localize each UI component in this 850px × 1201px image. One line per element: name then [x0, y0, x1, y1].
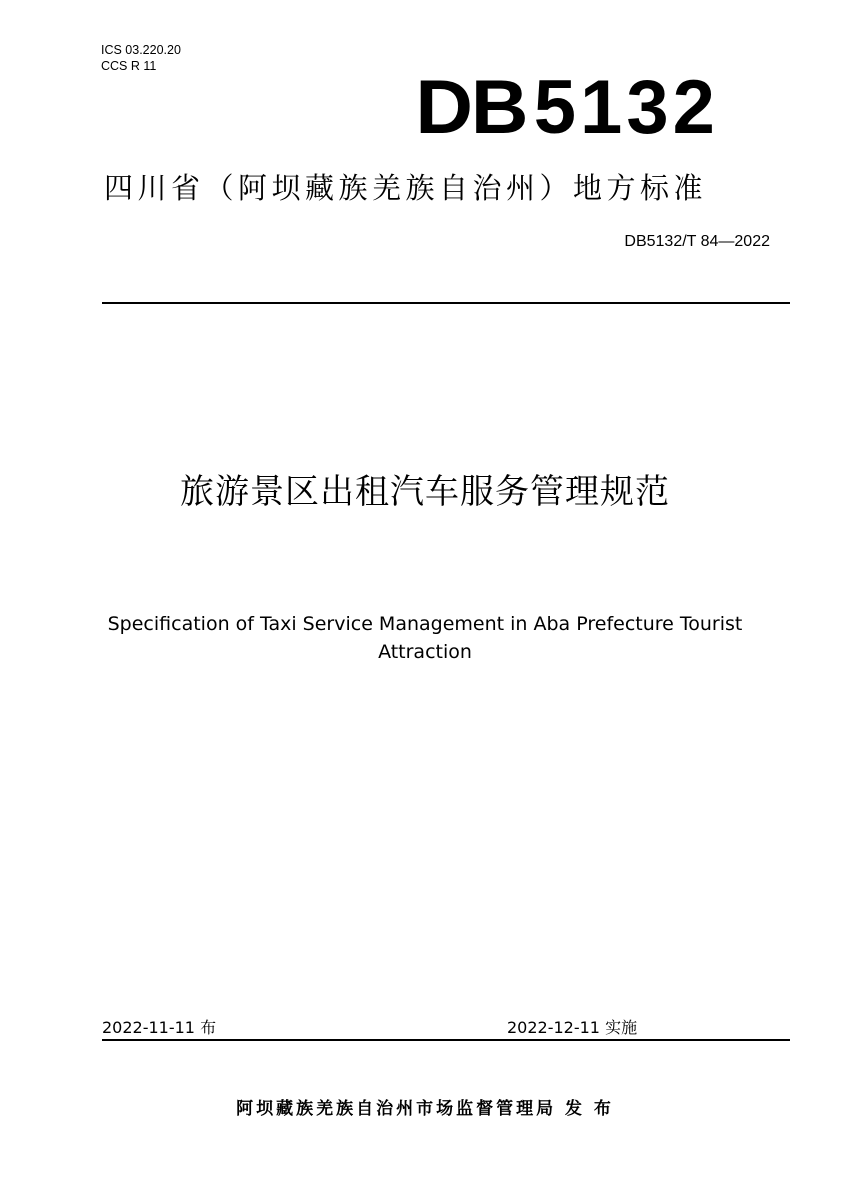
classification-codes	[101, 42, 181, 74]
db-number: 5132	[533, 65, 719, 150]
issue-date: 2022-11-11 布	[102, 1018, 217, 1037]
document-title-english: Specification of Taxi Service Management in Aba Prefecture Tourist Attraction	[107, 613, 743, 663]
standard-category: 四川省（阿坝藏族羌族自治州）地方标准	[104, 171, 708, 205]
issuing-authority: 阿坝藏族羌族自治州市场监督管理局 发 布	[236, 1099, 614, 1119]
bottom-divider	[102, 1039, 790, 1041]
db-standard-mark	[415, 65, 719, 150]
top-divider	[102, 302, 790, 304]
standard-number: DB5132/T 84—2022	[624, 233, 770, 250]
db-letters: DB	[415, 65, 527, 150]
implementation-date: 2022-12-11 实施	[507, 1018, 638, 1037]
ccs-code: CCS R 11	[101, 59, 157, 73]
ics-code: ICS 03.220.20	[101, 43, 181, 57]
document-title-chinese: 旅游景区出租汽车服务管理规范	[180, 472, 670, 512]
